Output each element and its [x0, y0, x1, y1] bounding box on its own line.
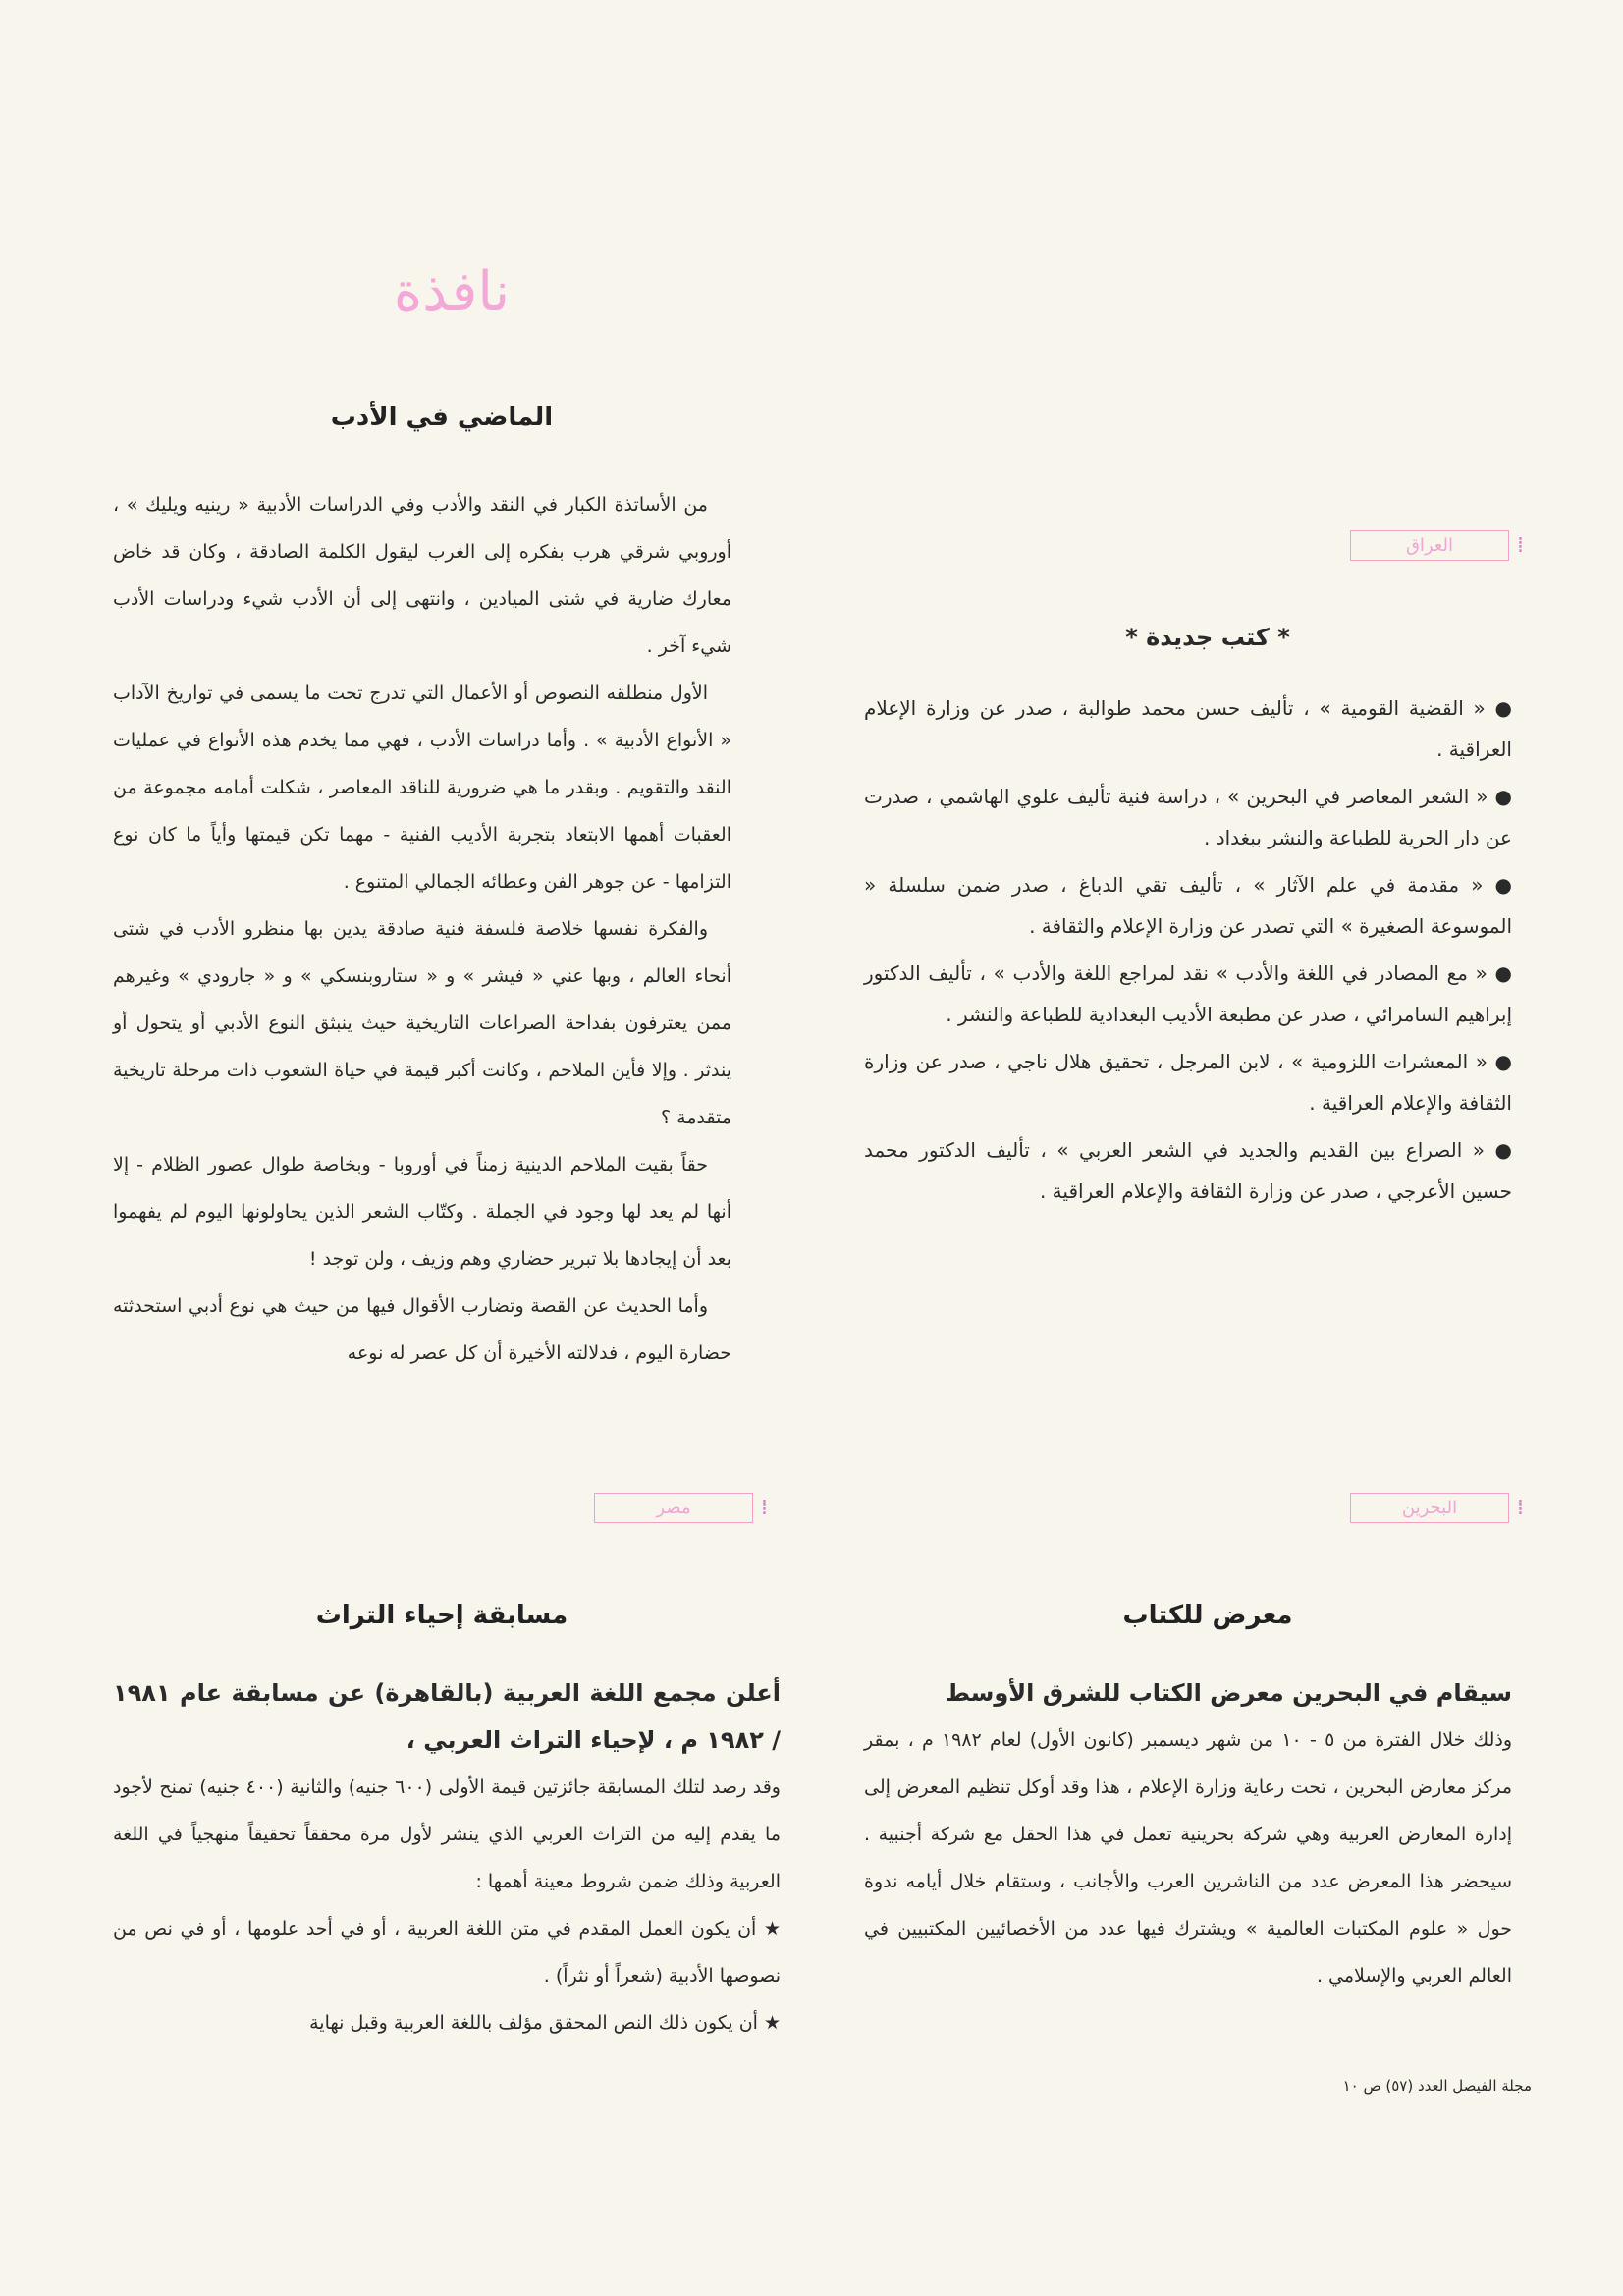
paragraph: وقد رصد لتلك المسابقة جائزتين قيمة الأولى (٦٠٠ جنيه) والثانية (٤٠٠ جنيه) تمنح لأجود ما يقدم إليه من التراث العربي الذي ينشر لأول مرة محققاً تحقيقاً منهجياً في اللغة العربية وذلك ضمن شروط معينة أهمها :: [113, 1777, 781, 1892]
section-tag-label: مصر: [594, 1493, 753, 1523]
list-item: ★ أن يكون ذلك النص المحقق مؤلف باللغة العربية وقبل نهاية: [309, 2012, 781, 2034]
paragraph: الأول منطلقه النصوص أو الأعمال التي تدرج تحت ما يسمى في تواريخ الآداب « الأنواع الأدبية » . وأما دراسات الأدب ، فهي مما يخدم هذه الأنواع في عمليات النقد والتقويم . وبقدر ما هي ضرورية للناقد المعاصر ، شكلت أمامه مجموعة من العقبات أهمها الابتعاد بتجربة الأديب الفنية - مهما تكن قيمتها وأياً ما كان نوع التزامها - عن جوهر الفن وعطائه الجمالي المتنوع .: [113, 683, 731, 893]
section-tag-egypt: [550, 1488, 776, 1527]
masthead: نافذة: [393, 260, 511, 324]
paragraph: من الأساتذة الكبار في النقد والأدب وفي الدراسات الأدبية « رينيه ويليك » ، أوروبي شرقي هرب بفكره إلى الغرب ليقول الكلمة الصادقة ، وكان قد خاض معارك ضارية في شتى الميادين ، وانتهى إلى أن الأدب شيء ودراسات الأدب شيء آخر .: [113, 494, 731, 657]
new-books-list: [864, 687, 1512, 1218]
lead-text: أعلن مجمع اللغة العربية (بالقاهرة) عن مسابقة عام ١٩٨١ / ١٩٨٢ م ، لإحياء التراث العربي ،: [113, 1679, 781, 1754]
article-title-book-fair: معرض للكتاب: [1122, 1601, 1293, 1630]
tag-marker-icon: ⁞: [1517, 532, 1524, 558]
paragraph: والفكرة نفسها خلاصة فلسفة فنية صادقة يدين بها منظرو الأدب في شتى أنحاء العالم ، وبها عني « فيشر » و « ستاروبنسكي » و « جارودي » وغيرهم ممن يعترفون بفداحة الصراعات التاريخية حيث ينبثق النوع الأدبي أو يتحول أو يندثر . وإلا فأين الملاحم ، وكانت أكبر قيمة في حياة الشعوب ذات مرحلة تاريخية متقدمة ؟: [113, 918, 731, 1128]
section-tag-label: البحرين: [1350, 1493, 1509, 1523]
paragraph: وأما الحديث عن القصة وتضارب الأقوال فيها من حيث هي نوع أدبي استحدثته حضارة اليوم ، فدلالته الأخيرة أن كل عصر له نوعه: [113, 1295, 731, 1364]
tag-marker-icon: ⁞: [761, 1495, 768, 1520]
article-title-heritage-contest: مسابقة إحياء التراث: [315, 1601, 568, 1630]
section-tag-bahrain: [1306, 1488, 1532, 1527]
list-item: ● « القضية القومية » ، تأليف حسن محمد طوالبة ، صدر عن وزارة الإعلام العراقية .: [864, 696, 1512, 761]
section-tag-iraq: [1306, 525, 1532, 565]
article-body-past-in-literature: [113, 481, 731, 1377]
list-item: ● « الشعر المعاصر في البحرين » ، دراسة فنية تأليف علوي الهاشمي ، صدرت عن دار الحرية للطباعة والنشر ببغداد .: [864, 785, 1512, 849]
section-tag-label: العراق: [1350, 530, 1509, 561]
article-body-book-fair: [864, 1669, 1512, 1999]
list-item: ● « الصراع بين القديم والجديد في الشعر العربي » ، تأليف الدكتور محمد حسين الأعرجي ، صدر عن وزارة الثقافة والإعلام العراقية .: [864, 1138, 1512, 1203]
tag-marker-icon: ⁞: [1517, 1495, 1524, 1520]
list-item: ● « مقدمة في علم الآثار » ، تأليف تقي الدباغ ، صدر ضمن سلسلة « الموسوعة الصغيرة » التي تصدر عن وزارة الإعلام والثقافة .: [864, 873, 1512, 938]
new-books-title: * كتب جديدة *: [1125, 624, 1290, 651]
paragraph: وذلك خلال الفترة من ٥ - ١٠ من شهر ديسمبر (كانون الأول) لعام ١٩٨٢ م ، بمقر مركز معارض البحرين ، تحت رعاية وزارة الإعلام ، هذا وقد أوكل تنظيم المعرض إلى إدارة المعارض العربية وهي شركة بحرينية تعمل في هذا الحقل مع شركة أجنبية . سيحضر هذا المعرض عدد من الناشرين العرب والأجانب ، وستقام خلال أيامه ندوة حول « علوم المكتبات العالمية » ويشترك فيها عدد من الأخصائيين المكتبيين في العالم العربي والإسلامي .: [864, 1729, 1512, 1987]
list-item: ● « المعشرات اللزومية » ، لابن المرجل ، تحقيق هلال ناجي ، صدر عن وزارة الثقافة والإعلام العراقية .: [864, 1050, 1512, 1115]
article-title-past-in-literature: الماضي في الأدب: [330, 403, 554, 432]
paragraph: حقاً بقيت الملاحم الدينية زمناً في أوروبا - وبخاصة طوال عصور الظلام - إلا أنها لم يعد لها وجود في الجملة . وكتّاب الشعر الذين يحاولونها اليوم لم يفهموا بعد أن إيجادها بلا تبرير حضاري وهم وزيف ، ولن توجد !: [113, 1154, 731, 1270]
list-item: ★ أن يكون العمل المقدم في متن اللغة العربية ، أو في أحد علومها ، أو في نص من نصوصها الأدبية (شعراً أو نثراً) .: [113, 1918, 781, 1987]
article-body-heritage-contest: [113, 1669, 781, 2047]
list-item: ● « مع المصادر في اللغة والأدب » نقد لمراجع اللغة والأدب » ، تأليف الدكتور إبراهيم السامرائي ، صدر عن مطبعة الأديب البغدادية للطباعة والنشر .: [864, 961, 1512, 1026]
page-footer: مجلة الفيصل العدد (٥٧) ص ١٠: [1342, 2077, 1532, 2095]
lead-text: سيقام في البحرين معرض الكتاب للشرق الأوسط: [946, 1679, 1512, 1707]
